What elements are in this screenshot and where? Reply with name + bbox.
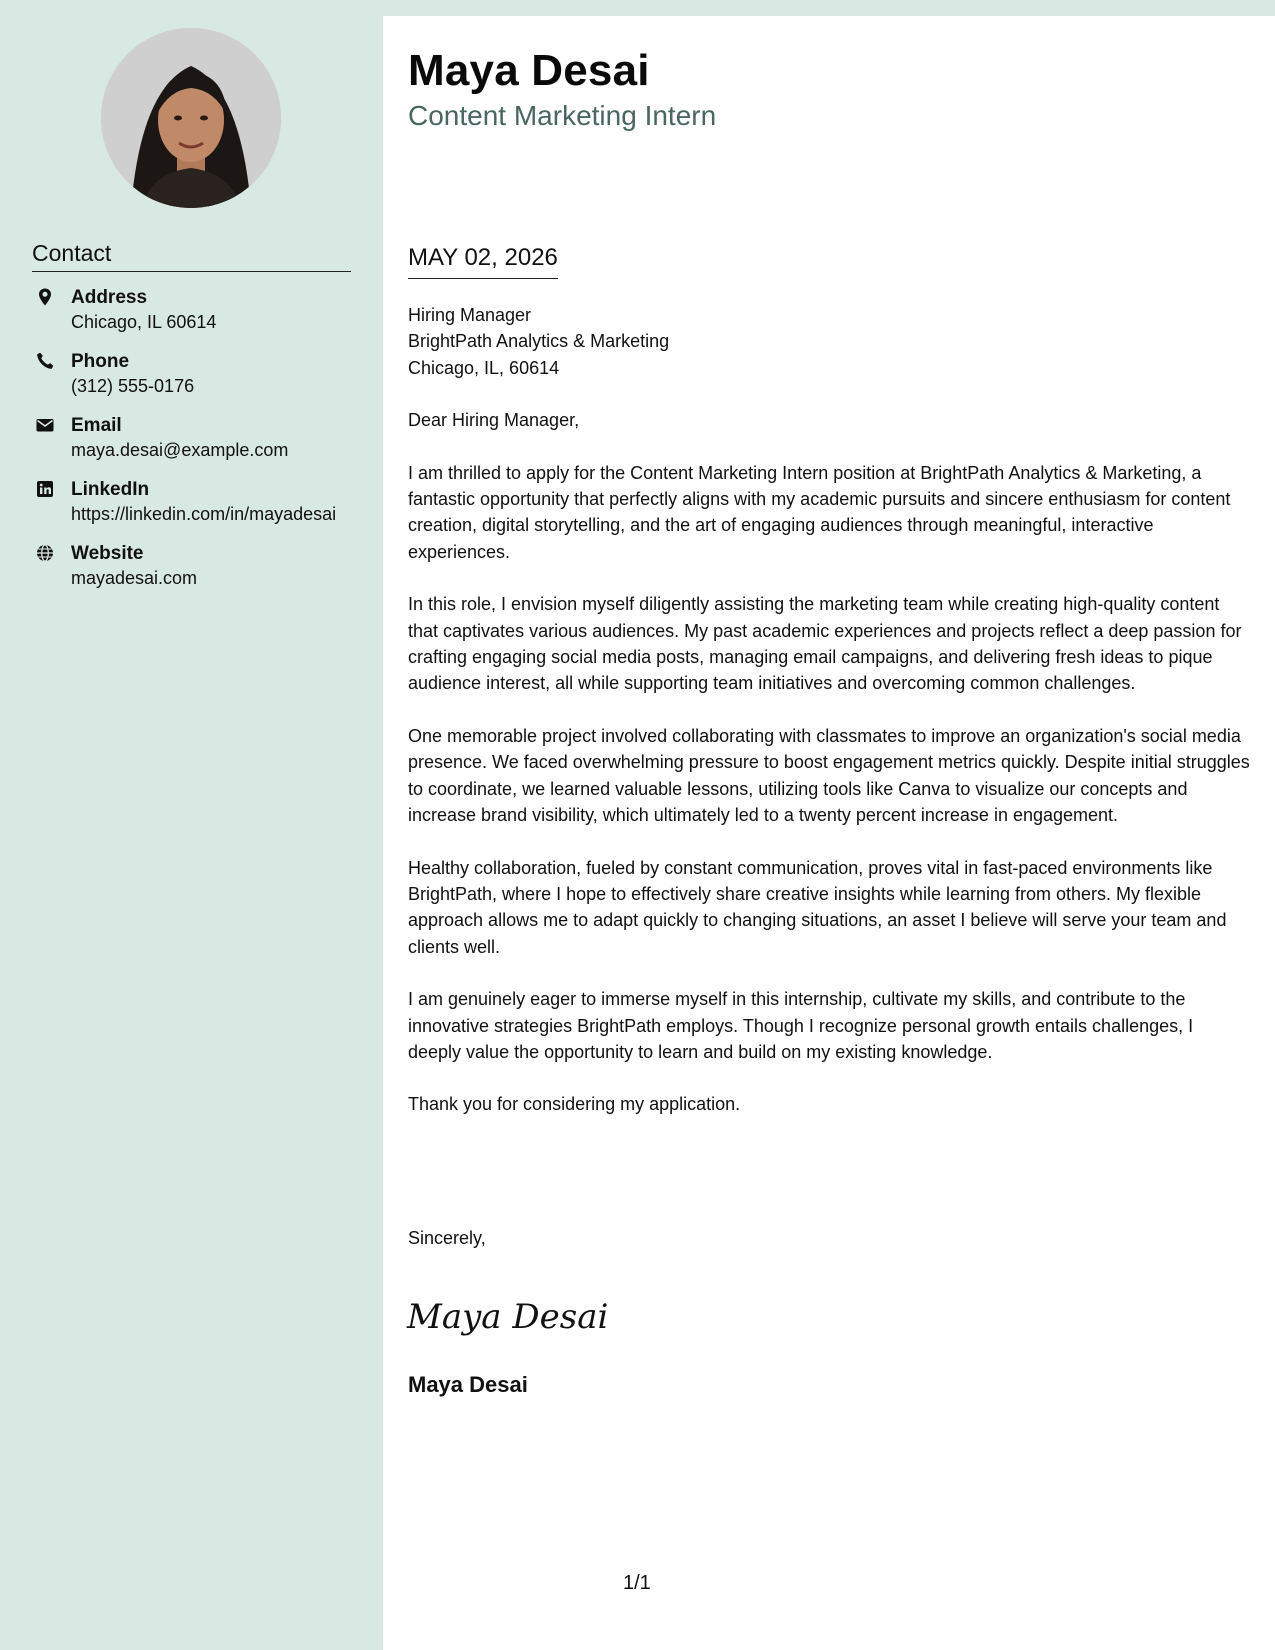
phone-icon <box>35 351 55 371</box>
envelope-icon <box>35 415 55 435</box>
applicant-name: Maya Desai <box>408 46 650 95</box>
contact-value: mayadesai.com <box>71 568 198 588</box>
contact-value: maya.desai@example.com <box>71 440 289 460</box>
profile-photo <box>101 28 281 208</box>
paragraph: Thank you for considering my application. <box>408 1094 741 1115</box>
paragraph: One memorable project involved collaborating with classmates to improve an organization's social media presence. We faced overwhelming pressure to boost engagement metrics quickly. Despite initial struggles to coordinate, we learned valuable lessons, utilizing tools like Canva to visualize our concepts and increase brand visibility, which ultimately led to a twenty percent increase in engagement. <box>408 725 1250 826</box>
paragraph: I am thrilled to apply for the Content Marketing Intern position at BrightPath Analytics & Marketing, a fantastic opportunity that perfectly aligns with my academic pursuits and sincere enthusiasm for content creation, digital storytelling, and the art of engaging audiences through meaningful, interactive experiences. <box>408 462 1231 562</box>
letter-text <box>408 302 1250 1144</box>
avatar <box>101 28 281 208</box>
contact-label: Address <box>71 287 148 308</box>
contact-email <box>32 414 352 462</box>
recipient-line: Chicago, IL, 60614 <box>408 357 560 378</box>
contact-label: LinkedIn <box>71 479 150 500</box>
contact-label: Email <box>71 415 122 436</box>
globe-icon <box>35 543 55 563</box>
sidebar <box>0 0 383 1650</box>
contact-value: https://linkedin.com/in/mayadesai <box>71 504 337 524</box>
contact-label: Phone <box>71 351 130 372</box>
salutation: Dear Hiring Manager, <box>408 410 580 431</box>
paragraph: In this role, I envision myself diligently assisting the marketing team while creating high-quality content that captivates various audiences. My past academic experiences and projects reflect a deep passion for crafting engaging social media posts, managing email campaigns, and delivering fresh ideas to pique audience interest, all while supporting team initiatives and overcoming common challenges. <box>408 594 1242 694</box>
linkedin-icon <box>35 479 55 499</box>
letter-date: MAY 02, 2026 <box>408 244 558 279</box>
closing: Sincerely, <box>408 1228 486 1248</box>
recipient-block <box>408 302 1250 381</box>
contact-value: Chicago, IL 60614 <box>71 312 217 332</box>
recipient-line: Hiring Manager <box>408 305 532 325</box>
applicant-role: Content Marketing Intern <box>408 100 717 131</box>
contact-heading: Contact <box>32 240 351 272</box>
contact-value: (312) 555-0176 <box>71 376 195 396</box>
contact-address <box>32 286 352 334</box>
signature-text: Maya Desai <box>407 1297 609 1337</box>
map-pin-icon <box>35 287 55 307</box>
recipient-line: BrightPath Analytics & Marketing <box>408 331 670 352</box>
signature-image <box>405 1286 615 1346</box>
paragraph: Healthy collaboration, fueled by constant communication, proves vital in fast-paced environments like BrightPath, where I hope to effectively share creative insights while learning from others. My flexible approach allows me to adapt quickly to changing situations, an asset I believe will serve your team and clients well. <box>408 857 1227 957</box>
contact-website <box>32 542 352 590</box>
signed-name: Maya Desai <box>408 1372 528 1397</box>
letter-body <box>383 16 1275 1650</box>
contact-label: Website <box>71 543 144 564</box>
page-number: 1/1 <box>623 1572 651 1594</box>
contact-phone <box>32 350 352 398</box>
contact-list <box>32 286 352 606</box>
contact-linkedin <box>32 478 352 526</box>
paragraph: I am genuinely eager to immerse myself in this internship, cultivate my skills, and contribute to the innovative strategies BrightPath employs. Though I recognize personal growth entails challenges, I deeply value the opportunity to learn and build on my existing knowledge. <box>408 989 1194 1062</box>
